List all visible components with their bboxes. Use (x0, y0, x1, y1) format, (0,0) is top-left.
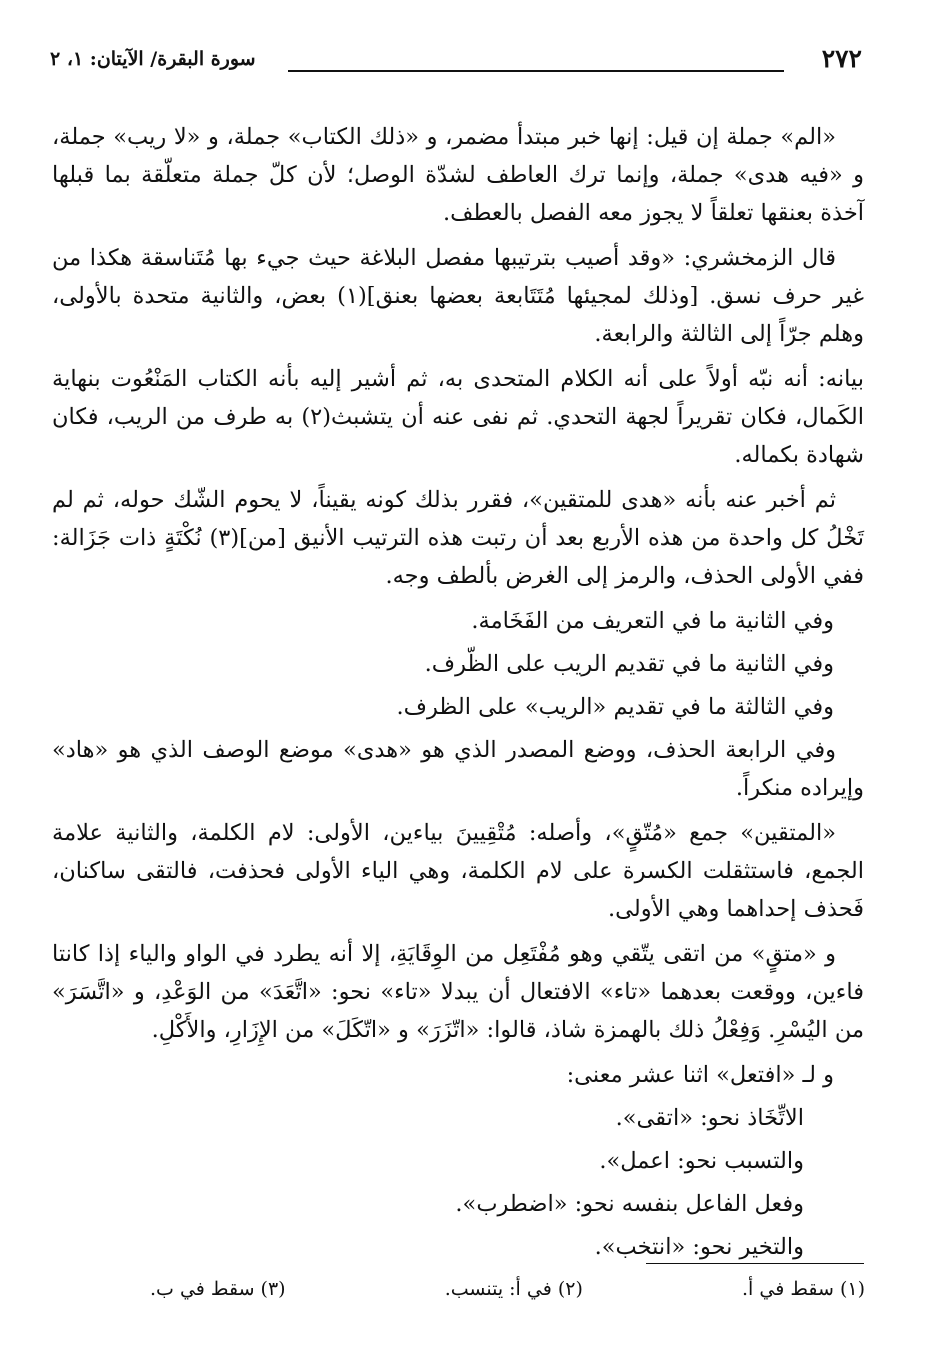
list-item: وفي الثانية ما في التعريف من الفَخَامة. (471, 608, 834, 634)
header-rule (288, 70, 784, 72)
paragraph: «الم» جملة إن قيل: إنها خبر مبتدأ مضمر، و «ذلك الكتاب» جملة، و «لا ريب» جملة، و «فيه هدى» جملة، وإنما ترك العاطف لشدّة الوصل؛ لأن كلّ جملة متعلّقة بما قبلها آخذة بعنقها تعلقاً لا يجوز معه الفصل بالعطف. (52, 124, 864, 226)
meaning-item: الاتِّخَاذ نحو: «اتقى». (615, 1105, 804, 1131)
meaning-item: وفعل الفاعل بنفسه نحو: «اضطرب». (455, 1191, 804, 1217)
footnote-3: (٣) سقط في ب. (150, 1278, 286, 1300)
footnotes (150, 1278, 865, 1300)
page-header (50, 40, 862, 80)
main-text (52, 118, 864, 1271)
paragraph: قال الزمخشري: «وقد أصيب بترتيبها مفصل البلاغة حيث جيء بها مُتَناسقة هكذا من غير حرف نسق. [وذلك لمجيئها مُتَتَابعة بعضها بعنق](١) بعض، والثانية متحدة بالأولى، وهلم جرّاً إلى الثالثة والرابعة. (52, 245, 865, 347)
list-item: وفي الثانية ما في تقديم الريب على الظّرف. (424, 651, 834, 677)
footnote-rule (646, 1263, 864, 1264)
paragraph: و «متقٍ» من اتقى يتّقي وهو مُفْتَعِل من الوِقَايَةِ، إلا أنه يطرد في الواو والياء إذا كانتا فاءين، ووقعت بعدهما «تاء» الافتعال أن يبدلا «تاء» نحو: «اتَّعَدَ» من الوَعْدِ، و «اتَّسَرَ» من اليُسْرِ. وَفِعْلُ ذلك بالهمزة شاذ، قالوا: «اتّزَرَ» و «اتّكَلَ» من الإِزَارِ، والأَكْلِ. (52, 941, 864, 1043)
footnote-2: (٢) في أ: يتنسب. (444, 1278, 583, 1300)
intro-line: و لـ «افتعل» اثنا عشر معنى: (566, 1062, 834, 1088)
list-item: وفي الثالثة ما في تقديم «الريب» على الظرف. (396, 694, 834, 720)
paragraph: ثم أخبر عنه بأنه «هدى للمتقين»، فقرر بذلك كونه يقيناً، لا يحوم الشّك حوله، ثم لم تَخْلُ كل واحدة من هذه الأربع بعد أن رتبت هذه الترتيب الأنيق [من](٣) نُكْتَةٍ ذات جَزَالة: ففي الأولى الحذف، والرمز إلى الغرض بألطف وجه. (52, 487, 864, 589)
running-title: سورة البقرة/ الآيتان: ١، ٢ (50, 48, 256, 70)
meaning-item: والتسبب نحو: اعمل». (599, 1148, 804, 1174)
page-number: ٢٧٢ (821, 44, 862, 73)
paragraph: بيانه: أنه نبّه أولاً على أنه الكلام المتحدى به، ثم أشير إليه بأنه الكتاب المَنْعُوت بنهاية الكَمال، فكان تقريراً لجهة التحدي. ثم نفى عنه أن يتشبث(٢) به طرف من الريب، فكان شهادة بكماله. (52, 366, 865, 468)
paragraph: «المتقين» جمع «مُتّقٍ»، وأصله: مُتْقِيينَ بياءين، الأولى: لام الكلمة، والثانية علامة الجمع، فاستثقلت الكسرة على لام الكلمة، وهي الياء الأولى فحذفت، فالتقى ساكنان، فَحذف إحداهما وهي الأولى. (52, 820, 864, 922)
footnote-1: (١) سقط في أ. (742, 1278, 865, 1300)
paragraph: وفي الرابعة الحذف، ووضع المصدر الذي هو «هدى» موضع الوصف الذي هو «هاد» وإيراده منكراً. (52, 737, 864, 801)
meaning-item: والتخير نحو: «انتخب». (594, 1234, 804, 1260)
